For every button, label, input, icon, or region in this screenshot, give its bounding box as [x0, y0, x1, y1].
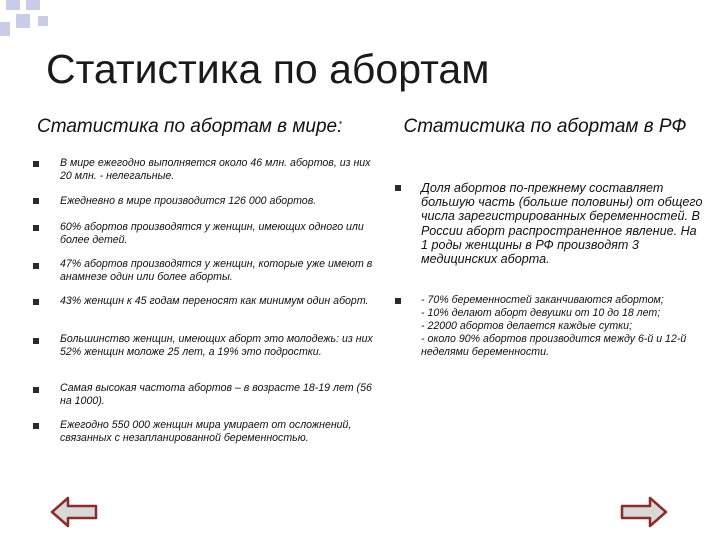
list-item: В мире ежегодно выполняется около 46 млн. абортов, из них 20 млн. - нелегальные.	[60, 157, 371, 182]
list-item: Ежедневно в мире производится 126 000 абортов.	[60, 195, 317, 207]
bullet-marker	[33, 198, 39, 204]
previous-slide-button[interactable]	[50, 496, 98, 528]
list-item: Доля абортов по-прежнему составляет большую часть (больше половины) от общего числа зарегистрированных беременностей. В России аборт распространенное явление. На 1 роды женщины в РФ производят 3 медицинских аборта.	[421, 181, 703, 267]
bullet-marker	[395, 298, 401, 304]
arrow-right-icon	[622, 498, 666, 526]
slide-title: Статистика по абортам	[46, 46, 490, 92]
bullet-marker	[33, 263, 39, 269]
list-item: - 70% беременностей заканчиваются абортом; - 10% делают аборт девушки от 10 до 18 лет; - 22000 абортов делается каждые сутки; - около 90% абортов производится между 6-й и 12-й неделями беременности.	[421, 294, 687, 358]
bullet-marker	[33, 225, 39, 231]
list-item: 60% абортов производятся у женщин, имеющих одного или более детей.	[60, 221, 364, 246]
list-item: 43% женщин к 45 годам переносят как минимум один аборт.	[60, 295, 369, 307]
arrow-left-icon	[52, 498, 96, 526]
left-column-heading: Статистика по абортам в мире:	[37, 116, 343, 137]
list-item: Большинство женщин, имеющих аборт это молодежь: из них 52% женщин моложе 25 лет, а 19% это подростки.	[60, 333, 373, 358]
bullet-marker	[33, 423, 39, 429]
bullet-marker	[33, 161, 39, 167]
bullet-marker	[33, 299, 39, 305]
next-slide-button[interactable]	[620, 496, 668, 528]
list-item: 47% абортов производятся у женщин, которые уже имеют в анамнезе один или более аборты.	[60, 258, 373, 283]
bullet-marker	[33, 338, 39, 344]
bullet-marker	[395, 185, 401, 191]
right-column-heading: Статистика по абортам в РФ	[403, 116, 687, 137]
bullet-marker	[33, 387, 39, 393]
list-item: Самая высокая частота абортов – в возрасте 18-19 лет (56 на 1000).	[60, 382, 372, 407]
list-item: Ежегодно 550 000 женщин мира умирает от осложнений, связанных с незапланированной беременностью.	[60, 419, 352, 444]
